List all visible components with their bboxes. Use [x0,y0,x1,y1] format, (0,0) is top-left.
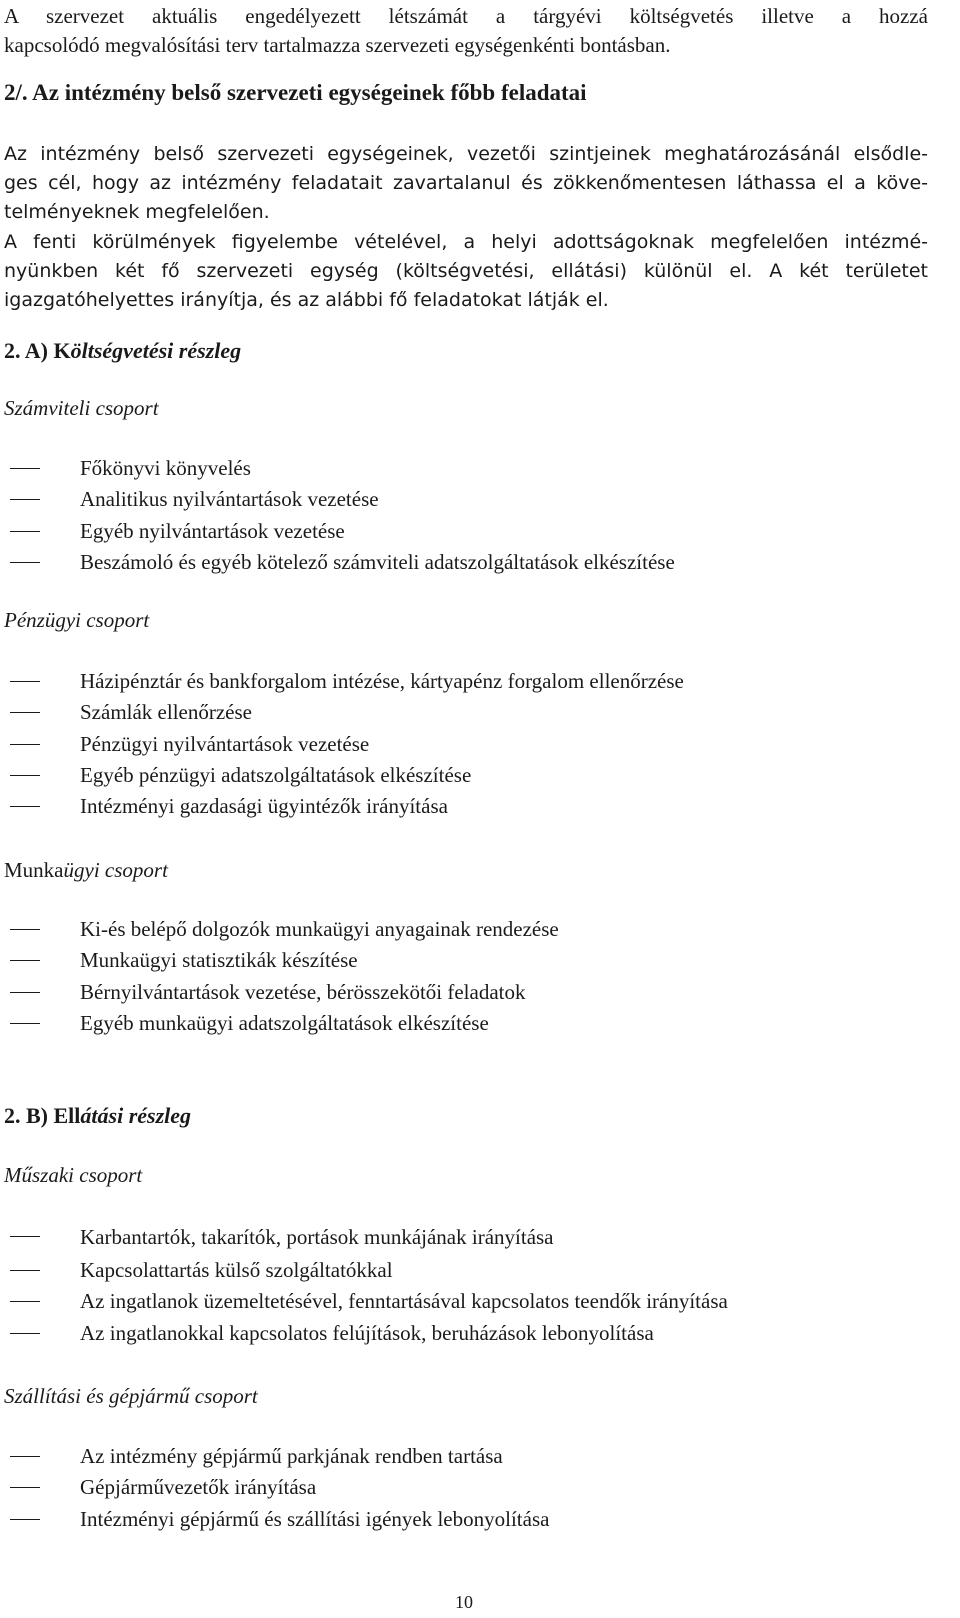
group-title-muszaki: Műszaki csoport [4,1163,143,1187]
dash-bullet-icon [10,960,40,961]
part-a-heading-prefix: 2. A) K [4,338,71,363]
list-penzugyi [10,666,684,822]
list-item [10,1008,559,1039]
dash-bullet-icon [10,1487,40,1488]
list-item [10,1318,728,1349]
paragraph-2-line-3: igazgatóhelyettes irányítja, és az alábbi fő feladatokat látják el. [4,289,609,311]
group-title-munkaugyi-italic: ügyi csoport [63,858,168,882]
dash-bullet-icon [10,468,40,469]
list-item-text: Egyéb pénzügyi adatszolgáltatások elkészítése [80,762,472,787]
list-item [10,945,559,976]
list-item [10,666,684,697]
list-item [10,1286,728,1317]
group-title-munkaugyi-plain: Munka [4,858,64,882]
part-b-heading [4,1101,191,1131]
list-szallitasi [10,1441,549,1535]
list-item [10,484,675,515]
list-item-text: Számlák ellenőrzése [80,700,252,725]
dash-bullet-icon [10,1023,40,1024]
dash-bullet-icon [10,775,40,776]
list-item [10,516,675,547]
dash-bullet-icon [10,744,40,745]
dash-bullet-icon [10,1236,40,1237]
dash-bullet-icon [10,1333,40,1334]
dash-bullet-icon [10,1301,40,1302]
group-title-penzugyi: Pénzügyi csoport [4,608,150,632]
section-heading: 2/. Az intézmény belső szervezeti egységeinek főbb feladatai [4,80,587,105]
group-title-szamviteli: Számviteli csoport [4,396,159,420]
paragraph-2-line-1: A fenti körülmények figyelembe vételével, a helyi adottságoknak megfelelően intézmé- [4,231,928,253]
list-item [10,1255,728,1286]
list-item [10,977,559,1008]
list-item [10,697,684,728]
list-item-text: Beszámoló és egyéb kötelező számviteli adatszolgáltatások elkészítése [80,549,675,574]
intro-line-2: kapcsolódó megvalósítási terv tartalmazza szervezeti egységenkénti bontásban. [4,33,671,57]
part-a-heading-italic: öltségvetési részleg [70,338,242,363]
intro-line-1: A szervezet aktuális engedélyezett létszámát a tárgyévi költségvetés illetve a hozzá [4,4,928,28]
list-item-text: Gépjárművezetők irányítása [80,1475,317,1500]
group-title-szallitasi: Szállítási és gépjármű csoport [4,1384,258,1408]
part-b-heading-italic: átási részleg [80,1103,192,1128]
list-item-text: Munkaügyi statisztikák készítése [80,948,358,973]
list-item-text: Intézményi gépjármű és szállítási igények lebonyolítása [80,1506,550,1531]
list-muszaki [10,1219,728,1349]
dash-bullet-icon [10,1519,40,1520]
paragraph-1-line-1: Az intézmény belső szervezeti egységeinek, vezetői szintjeinek meghatározásánál elsődle- [4,143,928,165]
dash-bullet-icon [10,1456,40,1457]
list-item-text: Kapcsolattartás külső szolgáltatókkal [80,1258,393,1282]
list-item-text: Intézményi gazdasági ügyintézők irányítása [80,794,448,819]
list-item [10,1472,549,1503]
dash-bullet-icon [10,712,40,713]
list-item [10,1504,549,1535]
dash-bullet-icon [10,992,40,993]
list-item [10,1219,728,1255]
dash-bullet-icon [10,562,40,563]
list-item-text: Az ingatlanok üzemeltetésével, fenntartásával kapcsolatos teendők irányítása [80,1289,728,1314]
list-szamviteli [10,453,675,578]
dash-bullet-icon [10,929,40,930]
paragraph-1-line-3: telményeknek megfelelően. [4,201,270,223]
page-number: 10 [455,1592,473,1612]
part-b-heading-prefix: 2. B) Ell [4,1103,81,1128]
list-item-text: Egyéb munkaügyi adatszolgáltatások elkészítése [80,1010,489,1035]
list-munkaugyi [10,914,559,1039]
dash-bullet-icon [10,1270,40,1271]
list-item-text: Bérnyilvántartások vezetése, bérösszekötői feladatok [80,979,526,1004]
paragraph-2-line-2: nyünkben két fő szervezeti egység (költségvetési, ellátási) különül el. A két területet [4,260,928,282]
group-title-munkaugyi [4,855,168,885]
list-item-text: Pénzügyi nyilvántartások vezetése [80,731,370,756]
list-item-text: Karbantartók, takarítók, portások munkájának irányítása [80,1225,554,1249]
list-item-text: Az ingatlanokkal kapcsolatos felújítások, beruházások lebonyolítása [80,1320,654,1345]
paragraph-1-line-2: ges cél, hogy az intézmény feladatait zavartalanul és zökkenőmentesen láthassa el a köve- [4,172,928,194]
list-item-text: Főkönyvi könyvelés [80,456,251,480]
dash-bullet-icon [10,806,40,807]
list-item-text: Házipénztár és bankforgalom intézése, kártyapénz forgalom ellenőrzése [80,669,684,693]
dash-bullet-icon [10,499,40,500]
list-item-text: Az intézmény gépjármű parkjának rendben tartása [80,1444,503,1468]
list-item [10,760,684,791]
dash-bullet-icon [10,681,40,682]
dash-bullet-icon [10,531,40,532]
list-item [10,914,559,945]
list-item [10,791,684,822]
part-a-heading [4,336,241,366]
list-item [10,1441,549,1472]
list-item [10,729,684,760]
list-item-text: Egyéb nyilvántartások vezetése [80,518,345,543]
list-item [10,547,675,578]
list-item-text: Ki-és belépő dolgozók munkaügyi anyagainak rendezése [80,917,559,941]
list-item [10,453,675,484]
list-item-text: Analitikus nyilvántartások vezetése [80,487,379,512]
